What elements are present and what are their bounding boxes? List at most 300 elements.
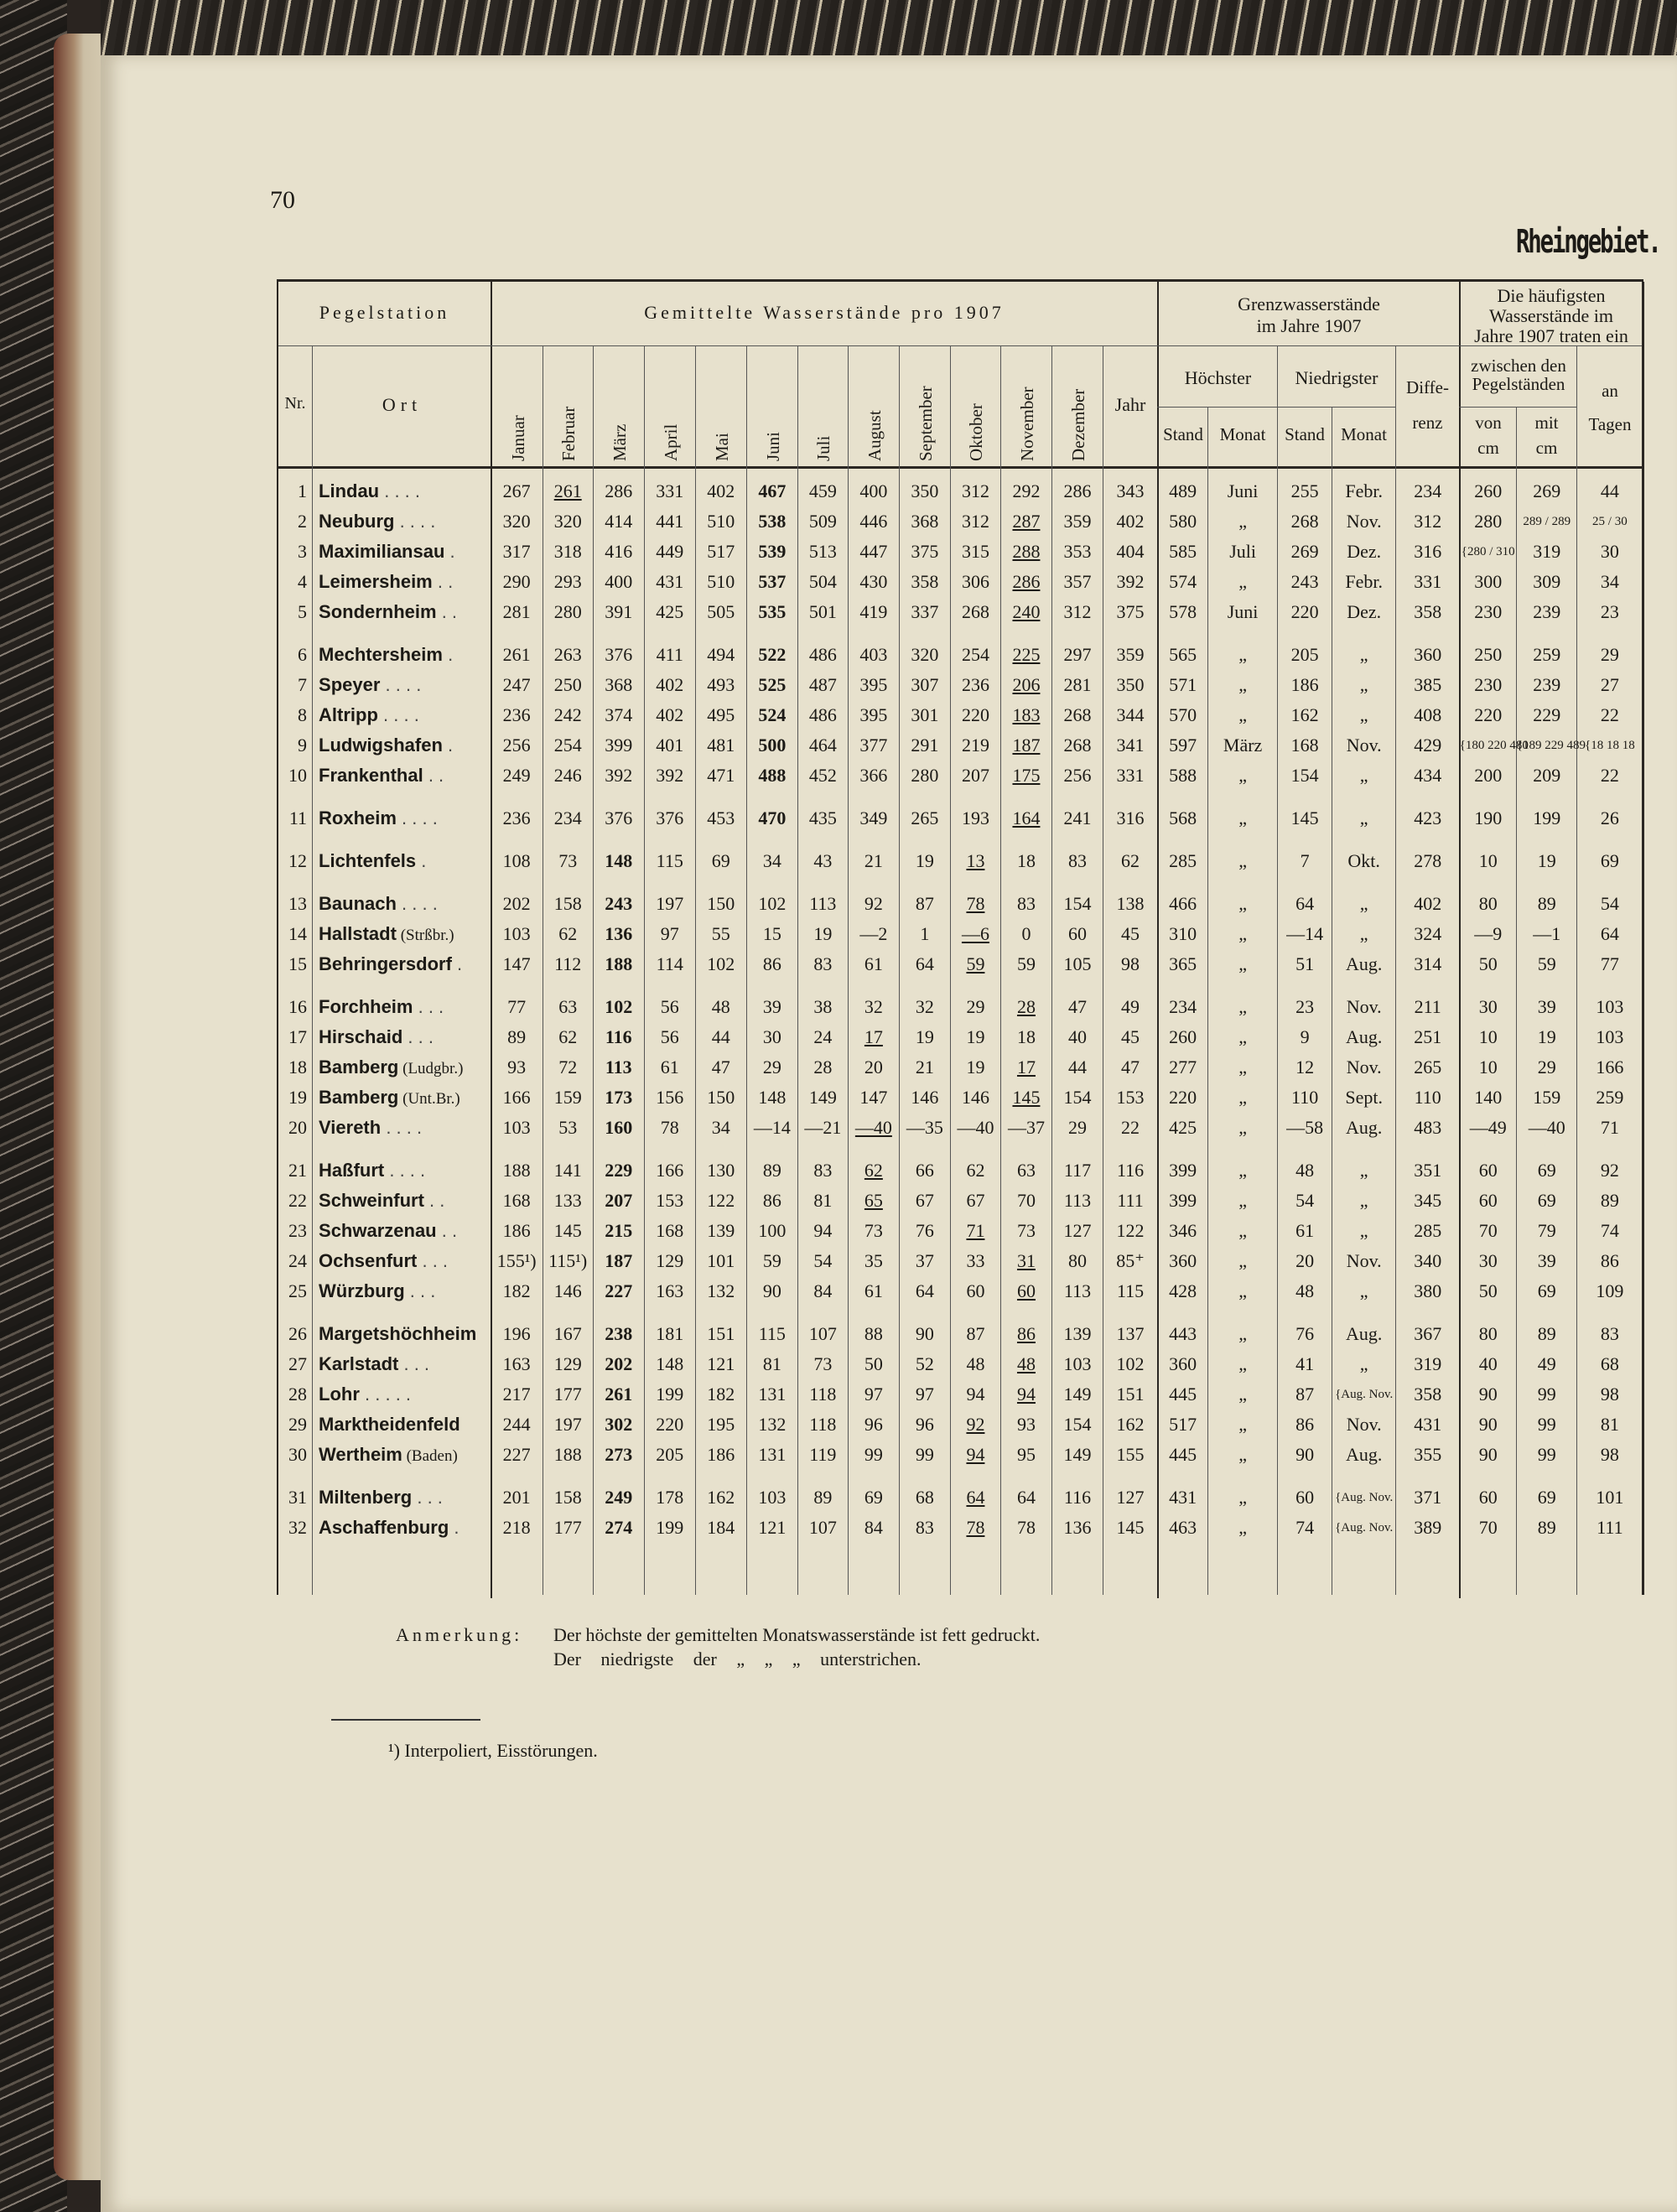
month-value: 254 (553, 735, 582, 756)
hoechst-monat: „ (1238, 1190, 1247, 1211)
row-nr: 24 (288, 1250, 308, 1271)
ort-leader-dots: . (449, 1517, 459, 1538)
month-value: 376 (605, 807, 633, 828)
month-value: 145 (1012, 1087, 1041, 1108)
month-value: 116 (605, 1026, 632, 1047)
jahr-value: 162 (1116, 1414, 1145, 1435)
table-row (277, 1052, 1643, 1083)
month-value: 225 (1012, 644, 1041, 665)
header-mit-cm: cm (1535, 438, 1558, 458)
header-tagen: Tagen (1588, 414, 1632, 434)
month-value: 64 (915, 953, 934, 974)
hoechst-stand: 580 (1169, 511, 1197, 532)
an-tagen: 34 (1600, 571, 1619, 592)
von-cm: 60 (1478, 1487, 1498, 1508)
mit-cm: 229 (1533, 704, 1561, 725)
ort-name: Altripp (319, 704, 378, 725)
month-value: 29 (1068, 1117, 1087, 1138)
month-value: 81 (762, 1353, 781, 1374)
niedrig-monat: Aug. (1345, 953, 1383, 974)
month-value: 186 (502, 1220, 531, 1241)
month-value: 13 (966, 850, 985, 871)
row-ort (312, 1440, 491, 1470)
jahr-value: 344 (1116, 704, 1145, 725)
month-value: 247 (502, 674, 531, 695)
hoechst-monat: März (1223, 735, 1263, 756)
jahr-value: 151 (1116, 1384, 1145, 1405)
niedrig-stand: 86 (1295, 1414, 1315, 1435)
month-value: 148 (758, 1087, 787, 1108)
jahr-value: 404 (1116, 541, 1145, 562)
month-value: 38 (813, 996, 833, 1017)
mit-cm: 89 (1537, 893, 1556, 914)
month-value: 197 (656, 893, 684, 914)
ort-name: Forchheim (319, 996, 413, 1017)
an-tagen: 111 (1597, 1517, 1623, 1538)
mit-cm: {189 229 489 (1516, 738, 1586, 752)
month-value: 199 (656, 1517, 684, 1538)
row-nr: 3 (298, 541, 308, 562)
header-pegelstation: Pegelstation (319, 302, 450, 323)
month-value: 64 (966, 1487, 985, 1508)
month-value: 113 (1063, 1190, 1092, 1211)
month-value: —2 (859, 923, 888, 944)
month-value: 350 (911, 480, 939, 501)
month-value: 113 (1063, 1280, 1092, 1301)
niedrig-monat: Okt. (1347, 850, 1380, 871)
ort-leader-dots: . . . . (377, 704, 419, 725)
header-mit: mit (1534, 413, 1559, 433)
month-value: 435 (808, 807, 837, 828)
differenz: 408 (1414, 704, 1442, 725)
header-differenz-2: renz (1412, 413, 1443, 433)
row-nr: 11 (288, 807, 308, 828)
month-value: 34 (711, 1117, 730, 1138)
niedrig-stand: 168 (1290, 735, 1319, 756)
hoechst-monat: „ (1238, 1250, 1247, 1271)
ort-name: Bamberg (319, 1057, 399, 1077)
header-zwischen-2: Pegelständen (1472, 374, 1565, 394)
mit-cm: 19 (1537, 850, 1556, 871)
mit-cm: 69 (1537, 1487, 1556, 1508)
month-value: 101 (707, 1250, 735, 1271)
von-cm: 70 (1478, 1220, 1498, 1241)
ort-leader-dots: . (442, 644, 454, 665)
month-value: 129 (656, 1250, 684, 1271)
month-value: 99 (864, 1444, 883, 1465)
mit-cm: 239 (1533, 601, 1561, 622)
differenz: 358 (1414, 601, 1442, 622)
month-value: 83 (1068, 850, 1087, 871)
niedrig-stand: 255 (1290, 480, 1319, 501)
month-value: 522 (758, 644, 787, 665)
jahr-value: 47 (1121, 1057, 1140, 1077)
header-von-cm: cm (1477, 438, 1499, 458)
row-ort (312, 833, 491, 876)
month-value: 69 (864, 1487, 883, 1508)
row-ort (312, 1022, 491, 1052)
month-value: 535 (758, 601, 787, 622)
month-value: 103 (758, 1487, 787, 1508)
differenz: 110 (1414, 1087, 1441, 1108)
month-value: 62 (558, 923, 578, 944)
row-nr: 2 (298, 511, 308, 532)
niedrig-monat: Aug. (1345, 1026, 1383, 1047)
month-value: 96 (915, 1414, 934, 1435)
month-value: 112 (554, 953, 582, 974)
month-value: 105 (1063, 953, 1092, 974)
month-value: 63 (1016, 1160, 1036, 1181)
month-value: 121 (707, 1353, 735, 1374)
month-value: 188 (605, 953, 633, 974)
month-value: 414 (605, 511, 633, 532)
ort-name: Ochsenfurt (319, 1250, 418, 1271)
month-value: 122 (707, 1190, 735, 1211)
table-row (277, 567, 1643, 597)
month-value: 202 (502, 893, 531, 914)
month-value: 33 (966, 1250, 985, 1271)
month-value: 471 (707, 765, 735, 786)
ort-name: Miltenberg (319, 1487, 413, 1508)
month-value: —6 (961, 923, 989, 944)
table-row (277, 949, 1643, 979)
month-value: 366 (859, 765, 888, 786)
month-value: 121 (758, 1517, 787, 1538)
month-value: 131 (758, 1384, 787, 1405)
ort-leader-dots: . (444, 541, 455, 562)
month-value: —40 (957, 1117, 994, 1138)
an-tagen: 22 (1600, 765, 1619, 786)
month-value: 29 (966, 996, 985, 1017)
month-value: 84 (864, 1517, 883, 1538)
row-nr: 25 (288, 1280, 308, 1301)
von-cm: 90 (1478, 1384, 1498, 1405)
month-value: 102 (605, 996, 633, 1017)
month-value: 76 (915, 1220, 934, 1241)
row-ort (312, 567, 491, 597)
mit-cm: 269 (1533, 480, 1561, 501)
month-value: 513 (808, 541, 837, 562)
month-value: 133 (553, 1190, 582, 1211)
von-cm: 10 (1478, 1057, 1498, 1077)
jahr-value: 127 (1116, 1487, 1145, 1508)
hoechst-monat: „ (1238, 1160, 1247, 1181)
month-value: 86 (762, 953, 781, 974)
differenz: 402 (1414, 893, 1442, 914)
month-value: 127 (1063, 1220, 1092, 1241)
table-row (277, 597, 1643, 627)
hoechst-stand: 428 (1169, 1280, 1197, 1301)
ort-leader-dots: . . . (402, 1026, 434, 1047)
mit-cm: 29 (1537, 1057, 1556, 1077)
month-value: 509 (808, 511, 837, 532)
table-row (277, 700, 1643, 730)
hoechst-stand: 445 (1169, 1444, 1197, 1465)
month-value: 481 (707, 735, 735, 756)
differenz: 345 (1414, 1190, 1442, 1211)
an-tagen: 25 / 30 (1592, 514, 1628, 528)
month-value: 139 (707, 1220, 735, 1241)
month-value: 19 (966, 1026, 985, 1047)
month-value: 97 (864, 1384, 883, 1405)
month-value: 331 (656, 480, 684, 501)
month-value: 94 (1016, 1384, 1036, 1405)
differenz: 331 (1414, 571, 1442, 592)
month-value: 261 (605, 1384, 633, 1405)
mit-cm: 39 (1537, 996, 1556, 1017)
month-value: 80 (1068, 1250, 1087, 1271)
row-nr: 7 (298, 674, 308, 695)
table-top-rule (277, 279, 1643, 282)
jahr-value: 155 (1116, 1444, 1145, 1465)
jahr-value: 375 (1116, 601, 1145, 622)
niedrig-stand: 20 (1295, 1250, 1315, 1271)
von-cm: 80 (1478, 1323, 1498, 1344)
ort-name: Baunach (319, 893, 397, 914)
month-value: 236 (961, 674, 989, 695)
table-row (277, 1513, 1643, 1543)
ort-leader-dots: . . . . (394, 511, 436, 532)
month-value: 154 (1063, 893, 1092, 914)
month-value: —35 (906, 1117, 943, 1138)
table-row (277, 1216, 1643, 1246)
hoechst-monat: Juli (1229, 541, 1256, 562)
jahr-value: 111 (1117, 1190, 1144, 1211)
month-value: 401 (656, 735, 684, 756)
hoechst-stand: 277 (1169, 1057, 1197, 1077)
month-value: 288 (1012, 541, 1041, 562)
header-month-10: Oktober (966, 403, 986, 461)
month-value: 488 (758, 765, 787, 786)
note-label: Anmerkung: (396, 1624, 523, 1645)
hoechst-stand: 517 (1169, 1414, 1197, 1435)
month-value: 149 (808, 1087, 837, 1108)
header-nr: Nr. (284, 394, 306, 413)
jahr-value: 22 (1121, 1117, 1140, 1138)
month-value: 150 (707, 1087, 735, 1108)
month-value: 467 (758, 480, 787, 501)
month-value: 32 (915, 996, 934, 1017)
hoechst-monat: „ (1238, 704, 1247, 725)
an-tagen: 86 (1600, 1250, 1619, 1271)
month-value: 201 (502, 1487, 531, 1508)
month-value: 54 (813, 1250, 833, 1271)
month-value: 312 (961, 511, 989, 532)
month-value: 501 (808, 601, 837, 622)
von-cm: 50 (1478, 1280, 1498, 1301)
mit-cm: 69 (1537, 1280, 1556, 1301)
mit-cm: 99 (1537, 1414, 1556, 1435)
month-value: 402 (707, 480, 735, 501)
row-nr: 12 (288, 850, 308, 871)
month-value: 64 (1016, 1487, 1036, 1508)
month-value: 177 (553, 1517, 582, 1538)
month-value: 60 (966, 1280, 985, 1301)
row-nr: 13 (288, 893, 308, 914)
hoechst-monat: „ (1238, 1384, 1247, 1405)
month-value: 37 (915, 1250, 934, 1271)
month-value: 449 (656, 541, 684, 562)
month-value: 261 (502, 644, 531, 665)
hoechst-stand: 588 (1169, 765, 1197, 786)
differenz: 324 (1414, 923, 1442, 944)
header-month-4: April (661, 423, 681, 461)
month-value: 24 (813, 1026, 833, 1047)
an-tagen: {18 18 18 (1585, 738, 1635, 752)
month-value: 20 (864, 1057, 883, 1077)
row-nr: 26 (288, 1323, 308, 1344)
note-line-1: Der höchste der gemittelten Monatswasserstände ist fett gedruckt. (553, 1624, 1041, 1645)
differenz: 211 (1414, 996, 1441, 1017)
month-value: —40 (854, 1117, 892, 1138)
month-value: 162 (707, 1487, 735, 1508)
an-tagen: 69 (1600, 850, 1619, 871)
von-cm: 230 (1474, 601, 1503, 622)
month-value: —14 (753, 1117, 791, 1138)
ort-name: Speyer (319, 674, 381, 695)
month-value: 136 (605, 923, 633, 944)
month-value: 368 (605, 674, 633, 695)
row-ort (312, 670, 491, 700)
month-value: 236 (502, 704, 531, 725)
month-value: 493 (707, 674, 735, 695)
an-tagen: 77 (1600, 953, 1619, 974)
month-value: 149 (1063, 1384, 1092, 1405)
month-value: 86 (1016, 1323, 1036, 1344)
month-value: 197 (553, 1414, 582, 1435)
month-value: 486 (808, 704, 837, 725)
row-ort (312, 1246, 491, 1276)
month-value: 15 (762, 923, 781, 944)
niedrig-stand: —14 (1286, 923, 1324, 944)
month-value: 35 (864, 1250, 883, 1271)
month-value: 453 (707, 807, 735, 828)
month-value: 164 (1012, 807, 1041, 828)
ort-leader-dots: . . . . (396, 893, 438, 914)
month-value: 220 (961, 704, 989, 725)
von-cm: 70 (1478, 1517, 1498, 1538)
header-monat-n: Monat (1341, 424, 1387, 444)
niedrig-monat: Febr. (1345, 480, 1383, 501)
month-value: 69 (711, 850, 730, 871)
von-cm: —49 (1469, 1117, 1507, 1138)
von-cm: —9 (1474, 923, 1503, 944)
differenz: 265 (1414, 1057, 1442, 1077)
differenz: 360 (1414, 644, 1442, 665)
month-value: 286 (1012, 571, 1041, 592)
month-value: 177 (553, 1384, 582, 1405)
row-ort (312, 537, 491, 567)
table-row (277, 670, 1643, 700)
month-value: 43 (813, 850, 833, 871)
month-value: 68 (915, 1487, 934, 1508)
month-value: 115 (758, 1323, 786, 1344)
niedrig-stand: 269 (1290, 541, 1319, 562)
niedrig-stand: —58 (1286, 1117, 1324, 1138)
month-value: 81 (813, 1190, 833, 1211)
month-value: 99 (915, 1444, 934, 1465)
ort-name: Mechtersheim (319, 644, 443, 665)
ort-leader-dots: . . . . . (359, 1384, 412, 1405)
table-row (277, 506, 1643, 537)
von-cm: 90 (1478, 1414, 1498, 1435)
ort-name: Margetshöchheim (319, 1323, 477, 1344)
header-differenz-1: Diffe- (1406, 377, 1449, 397)
von-cm: 40 (1478, 1353, 1498, 1374)
row-ort (312, 1410, 491, 1440)
page-number: 70 (270, 186, 295, 214)
mit-cm: 69 (1537, 1160, 1556, 1181)
month-value: 183 (1012, 704, 1041, 725)
ort-suffix: (Strßbr.) (396, 927, 454, 944)
row-nr: 21 (288, 1160, 308, 1181)
month-value: 256 (1063, 765, 1092, 786)
ort-leader-dots: . . . . (381, 1117, 423, 1138)
mit-cm: 199 (1533, 807, 1561, 828)
month-value: 17 (864, 1026, 883, 1047)
month-value: 178 (656, 1487, 684, 1508)
von-cm: 50 (1478, 953, 1498, 974)
month-value: 118 (809, 1414, 837, 1435)
niedrig-stand: 268 (1290, 511, 1319, 532)
an-tagen: 81 (1600, 1414, 1619, 1435)
row-nr: 17 (288, 1026, 308, 1047)
nr-ort-rule (278, 345, 491, 346)
month-value: 72 (558, 1057, 578, 1077)
niedrig-stand: 41 (1295, 1353, 1315, 1374)
month-value: 166 (502, 1087, 531, 1108)
hoechst-stand: 570 (1169, 704, 1197, 725)
month-value: 359 (1063, 511, 1092, 532)
month-value: 102 (758, 893, 787, 914)
month-value: 193 (961, 807, 989, 828)
niedrig-monat: Nov. (1346, 996, 1382, 1017)
water-level-table (277, 476, 1643, 1543)
niedrig-monat: „ (1359, 923, 1368, 944)
month-value: 55 (711, 923, 730, 944)
month-value: 229 (605, 1160, 633, 1181)
mit-cm: 39 (1537, 1250, 1556, 1271)
month-value: 188 (553, 1444, 582, 1465)
month-value: 97 (660, 923, 679, 944)
month-value: 87 (915, 893, 934, 914)
an-tagen: 101 (1596, 1487, 1624, 1508)
month-value: 163 (656, 1280, 684, 1301)
niedrig-stand: 154 (1290, 765, 1319, 786)
hoechst-monat: „ (1238, 1444, 1247, 1465)
month-value: 61 (864, 1280, 883, 1301)
von-cm: 230 (1474, 674, 1503, 695)
jahr-value: 49 (1121, 996, 1140, 1017)
hoechst-stand: 431 (1169, 1487, 1197, 1508)
month-value: 94 (966, 1384, 985, 1405)
table-row (277, 833, 1643, 876)
von-cm: 10 (1478, 1026, 1498, 1047)
ort-leader-dots: . (416, 850, 427, 871)
month-value: 136 (1063, 1517, 1092, 1538)
month-value: 186 (707, 1444, 735, 1465)
month-value: 156 (656, 1087, 684, 1108)
month-value: 281 (1063, 674, 1092, 695)
month-value: 73 (558, 850, 578, 871)
niedrig-stand: 220 (1290, 601, 1319, 622)
hoechst-monat: „ (1238, 1117, 1247, 1138)
month-value: 132 (707, 1280, 735, 1301)
month-value: 158 (553, 893, 582, 914)
row-ort (312, 1083, 491, 1113)
month-value: 353 (1063, 541, 1092, 562)
mit-cm: 89 (1537, 1517, 1556, 1538)
